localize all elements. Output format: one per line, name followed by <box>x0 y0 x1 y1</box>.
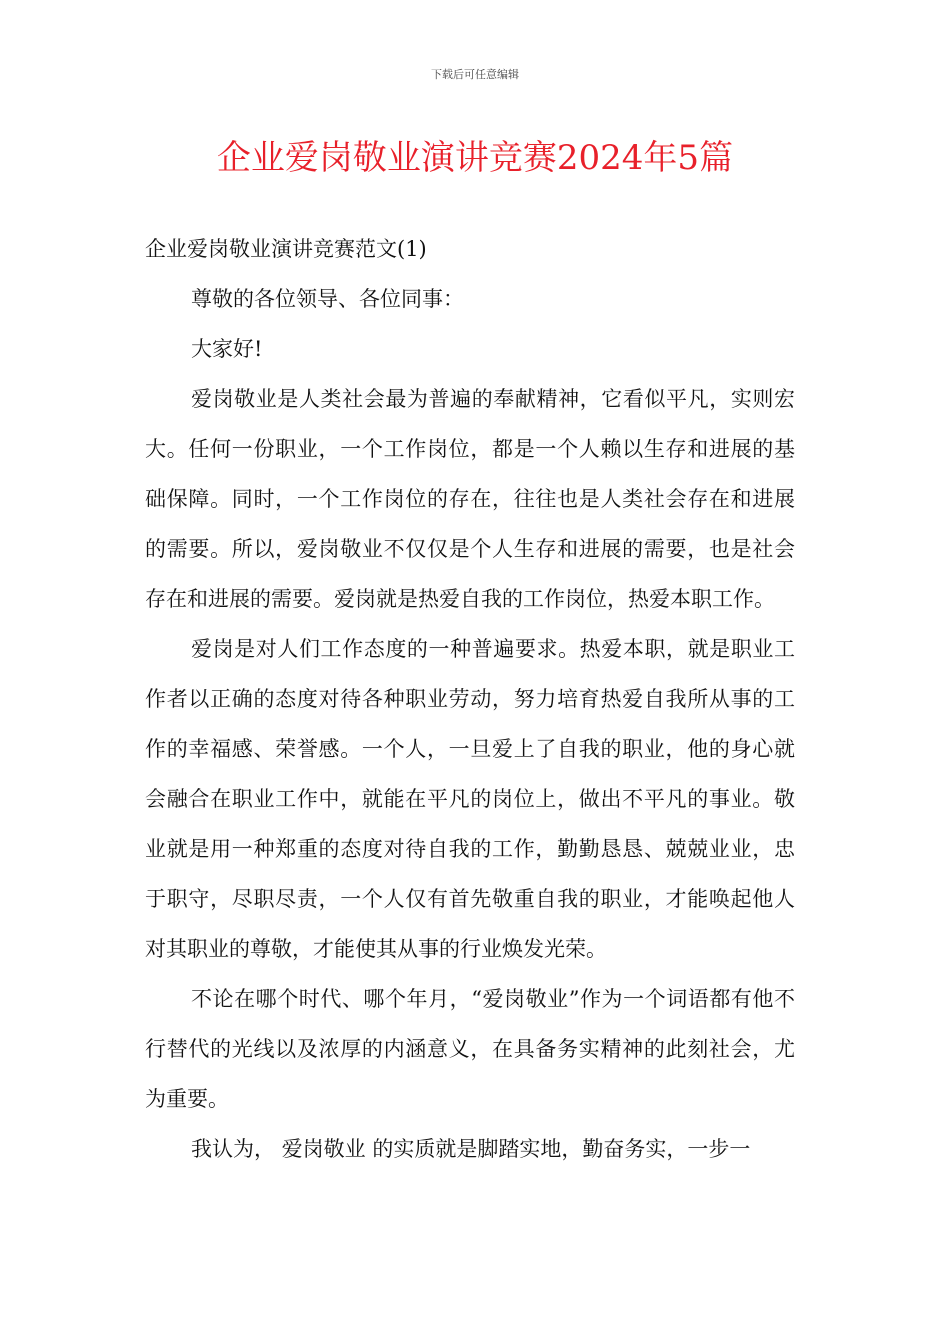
body-paragraph: 我认为， 爱岗敬业 的实质就是脚踏实地，勤奋务实，一步一 <box>191 1137 751 1161</box>
body-paragraph: 不论在哪个时代、哪个年月，“爱岗敬业”作为一个词语都有他不行替代的光线以及浓厚的内涵意义，在具备务实精神的此刻社会，尤为重要。 <box>145 987 795 1111</box>
salutation: 尊敬的各位领导、各位同事： <box>191 287 464 311</box>
document-body <box>145 224 795 1174</box>
greeting: 大家好! <box>191 337 263 361</box>
body-paragraph: 爱岗是对人们工作态度的一种普遍要求。热爱本职，就是职业工作者以正确的态度对待各种职业劳动，努力培育热爱自我所从事的工作的幸福感、荣誉感。一个人，一旦爱上了自我的职业，他的身心就会融合在职业工作中，就能在平凡的岗位上，做出不平凡的事业。敬业就是用一种郑重的态度对待自我的工作，勤勤恳恳、兢兢业业，忠于职守，尽职尽责，一个人仅有首先敬重自我的职业，才能唤起他人对其职业的尊敬，才能使其从事的行业焕发光荣。 <box>145 637 795 961</box>
body-paragraph: 爱岗敬业是人类社会最为普遍的奉献精神，它看似平凡，实则宏大。任何一份职业，一个工作岗位，都是一个人赖以生存和进展的基础保障。同时，一个工作岗位的存在，往往也是人类社会存在和进展的需要。所以，爱岗敬业不仅仅是个人生存和进展的需要，也是社会存在和进展的需要。爱岗就是热爱自我的工作岗位，热爱本职工作。 <box>145 387 795 611</box>
document-title: 企业爱岗敬业演讲竞赛2024年5篇 <box>216 138 734 178</box>
section-heading: 企业爱岗敬业演讲竞赛范文(1) <box>145 237 427 261</box>
page-header-note: 下载后可任意编辑 <box>431 68 519 81</box>
